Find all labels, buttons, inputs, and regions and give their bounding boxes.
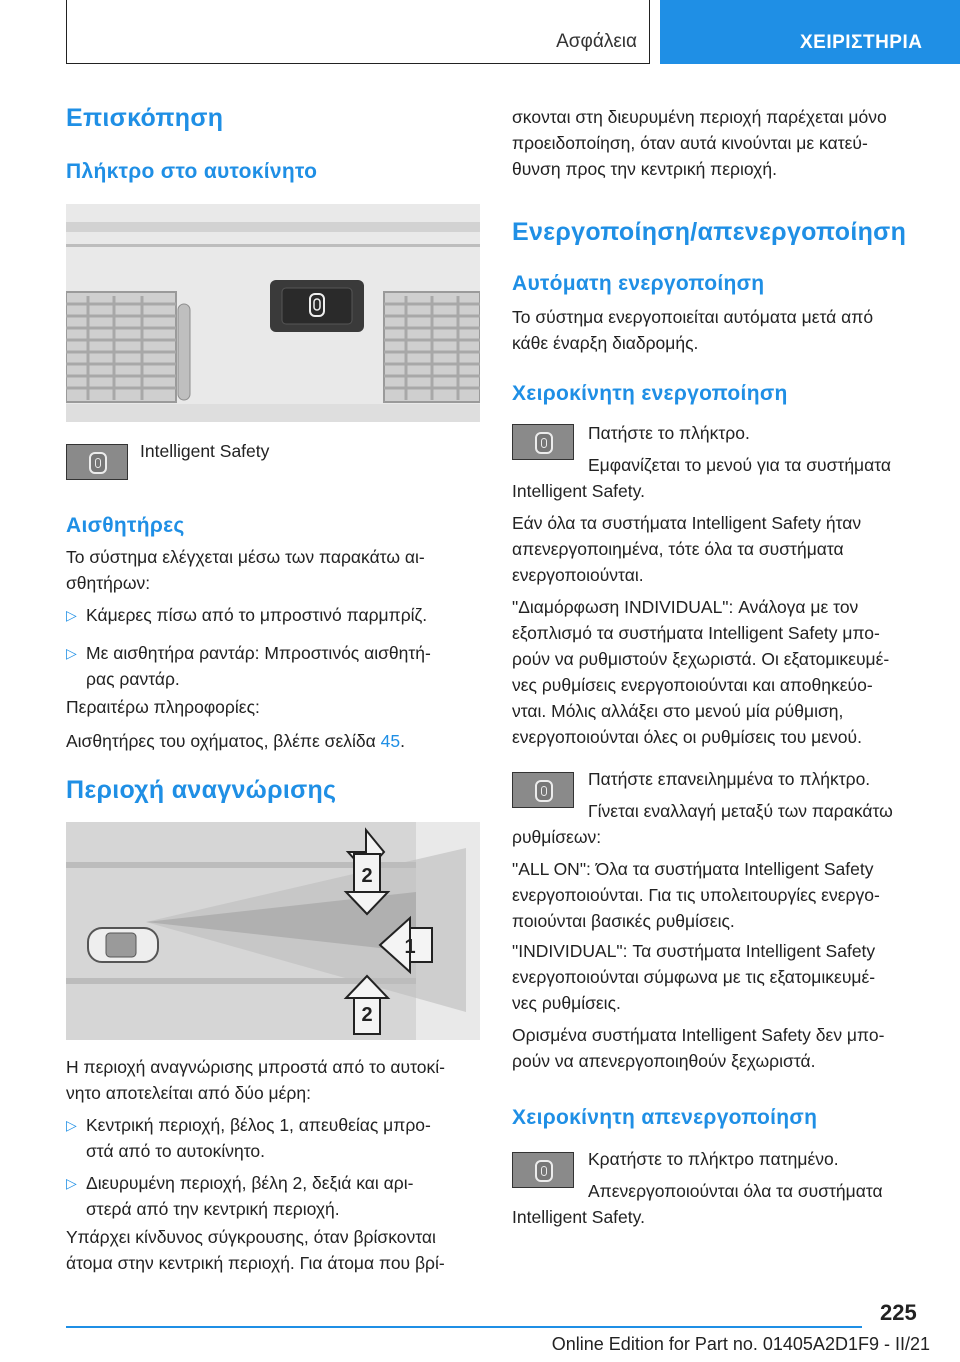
footer-divider [66, 1326, 862, 1328]
button-caption: Intelligent Safety [140, 441, 270, 461]
zone-intro-2: νητο αποτελείται από δύο μέρη: [66, 1083, 311, 1103]
footer-edition: Online Edition for Part no. 01405A2D1F9 - II/21 [551, 1334, 930, 1354]
more-info-label: Περαιτέρω πληροφορίες: [66, 697, 260, 717]
individual-2: ενεργοποιούνται σύμφωνα με τις εξατομικευμέ- [512, 967, 876, 987]
continued-1: σκονται στη διευρυμένη περιοχή παρέχεται μόνο [512, 107, 887, 127]
page-number: 225 [880, 1300, 917, 1325]
if-all-off-2: απενεργοποιημένα, τότε όλα τα συστήματα [512, 539, 844, 559]
detection-zone-illustration [66, 822, 480, 1040]
overview-title: Επισκόπηση [66, 104, 224, 132]
all-deactivated-1: Απενεργοποιούνται όλα τα συστήματα [588, 1181, 883, 1201]
if-all-off-1: Εάν όλα τα συστήματα Intelligent Safety ήταν [512, 513, 862, 533]
zone-risk-2: άτομα στην κεντρική περιοχή. Για άτομα που βρί- [66, 1253, 445, 1273]
sensors-intro-2: σθητήρων: [66, 573, 151, 593]
bullet-triangle-icon: ▷ [66, 1175, 77, 1191]
zone-intro-1: Η περιοχή αναγνώρισης μπροστά από το αυτοκί- [66, 1057, 445, 1077]
detection-zone-figure [66, 822, 480, 1040]
continued-3: θυνση προς την κεντρική περιοχή. [512, 159, 777, 179]
sensors-heading: Αισθητήρες [66, 514, 185, 537]
manual-deactivation-heading: Χειροκίνητη απενεργοποίηση [512, 1106, 818, 1129]
header-section-title: Ασφάλεια [556, 31, 637, 52]
all-on-2: ενεργοποιούνται. Για τις υπολειτουργίες ενεργο- [512, 885, 880, 905]
individual-config-3: ρούν να ρυθμιστούν ξεχωριστά. Οι εξατομικευμέ- [512, 649, 890, 669]
some-systems-1: Ορισμένα συστήματα Intelligent Safety δεν μπο- [512, 1025, 885, 1045]
all-on-3: ποιούνται βασικές ρυθμίσεις. [512, 911, 735, 931]
menu-shown-2: Intelligent Safety. [512, 481, 645, 501]
individual-3: νες ρυθμίσεις. [512, 993, 621, 1013]
all-deactivated-2: Intelligent Safety. [512, 1207, 645, 1227]
individual-1: "INDIVIDUAL": Τα συστήματα Intelligent Safety [512, 941, 876, 961]
individual-config-6: ενεργοποιούνται όλες οι ρυθμίσεις του μενού. [512, 727, 862, 747]
bullet-triangle-icon: ▷ [66, 645, 77, 661]
individual-config-2: εξοπλισμό τα συστήματα Intelligent Safety μπο- [512, 623, 880, 643]
button-in-car-heading: Πλήκτρο στο αυτοκίνητο [66, 160, 318, 183]
if-all-off-3: ενεργοποιούνται. [512, 565, 644, 585]
manual-activation-heading: Χειροκίνητη ενεργοποίηση [512, 382, 788, 405]
hold-button-text: Κρατήστε το πλήκτρο πατημένο. [588, 1149, 839, 1169]
bullet-triangle-icon: ▷ [66, 607, 77, 623]
toggle-between-1: Γίνεται εναλλαγή μεταξύ των παρακάτω [588, 801, 893, 821]
arrow-2-top-label: 2 [361, 865, 373, 887]
auto-activation-text-2: κάθε έναρξη διαδρομής. [512, 333, 699, 353]
activation-title: Ενεργοποίηση/απενεργοποίηση [512, 218, 907, 246]
press-button-text: Πατήστε το πλήκτρο. [588, 423, 750, 443]
arrow-2-bottom-label: 2 [361, 1004, 373, 1026]
header-chapter-title: ΧΕΙΡΙΣΤΗΡΙΑ [800, 32, 923, 53]
header-chapter-tab [660, 0, 960, 64]
arrow-1-label: 1 [404, 936, 416, 958]
menu-shown-1: Εμφανίζεται το μενού για τα συστήματα [588, 455, 892, 475]
dashboard-button-figure [66, 204, 480, 422]
press-again-text: Πατήστε επανειλημμένα το πλήκτρο. [588, 769, 871, 789]
individual-config-5: νται. Μόλις αλλάξει στο μενού μία ρύθμιση, [512, 701, 844, 721]
button-icon-press-again [512, 772, 574, 808]
auto-activation-text-1: Το σύστημα ενεργοποιείται αυτόματα μετά από [512, 307, 874, 327]
continued-2: προειδοποίηση, όταν αυτά κινούνται με κατεύ- [512, 133, 868, 153]
dashboard-illustration [66, 204, 480, 422]
sensors-intro-1: Το σύστημα ελέγχεται μέσω των παρακάτω αι- [66, 547, 425, 567]
button-icon-press [512, 424, 574, 460]
all-on-1: "ALL ON": Όλα τα συστήματα Intelligent Safety [512, 859, 874, 879]
auto-activation-heading: Αυτόματη ενεργοποίηση [512, 272, 765, 295]
individual-config-4: νες ρυθμίσεις ενεργοποιούνται και αποθηκεύο- [512, 675, 873, 695]
page-reference-link[interactable]: 45 [380, 731, 401, 751]
intelligent-safety-button-icon [66, 444, 128, 480]
some-systems-2: ρούν να απενεργοποιηθούν ξεχωριστά. [512, 1051, 816, 1071]
button-icon-hold [512, 1152, 574, 1188]
zone-risk-1: Υπάρχει κίνδυνος σύγκρουσης, όταν βρίσκονται [66, 1227, 436, 1247]
individual-config-1: "Διαμόρφωση INDIVIDUAL": Ανάλογα με τον [512, 597, 859, 617]
toggle-between-2: ρυθμίσεων: [512, 827, 602, 847]
detection-zone-title: Περιοχή αναγνώρισης [66, 776, 337, 804]
bullet-triangle-icon: ▷ [66, 1117, 77, 1133]
header-section-box [66, 0, 650, 64]
sensors-reference: Αισθητήρες του οχήματος, βλέπε σελίδα 45. [66, 731, 405, 751]
